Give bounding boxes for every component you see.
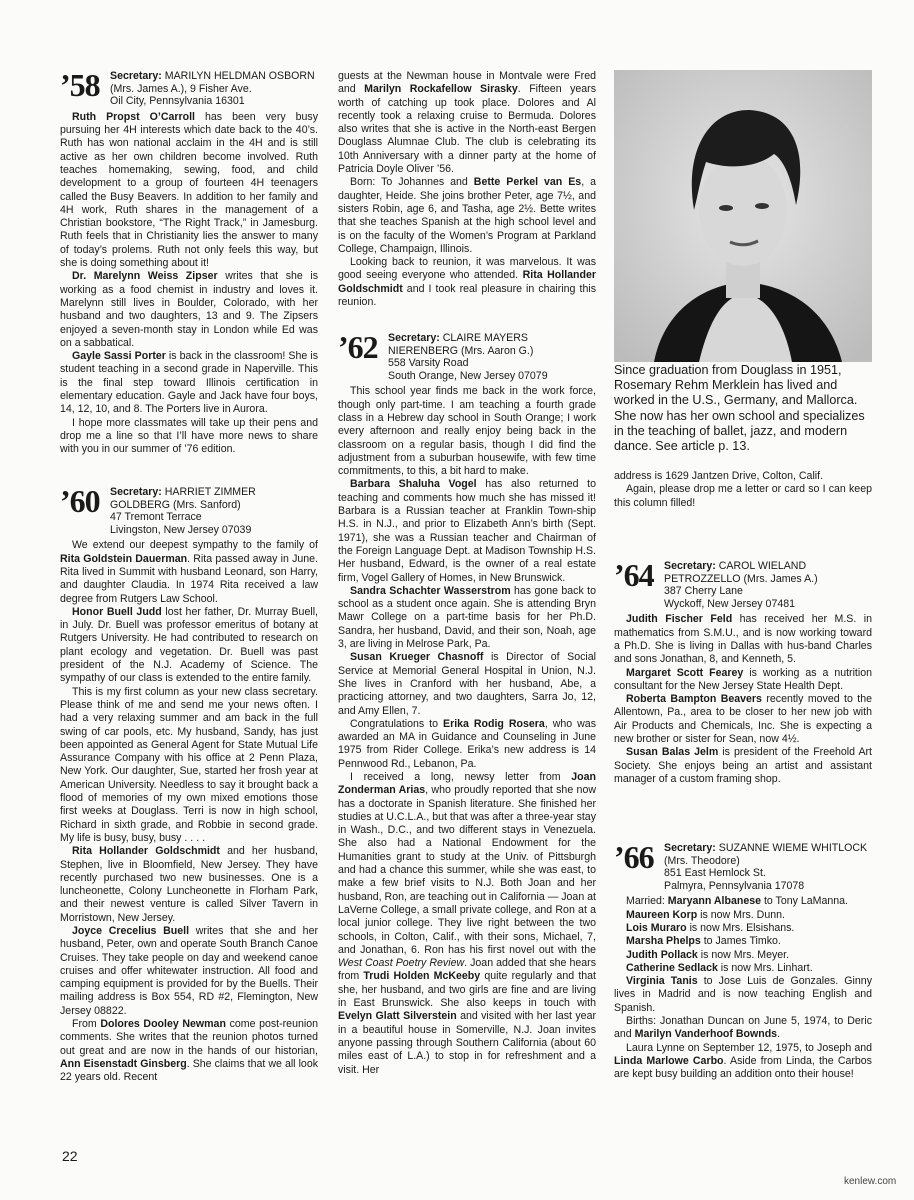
- news-paragraph: [614, 922, 872, 935]
- alumna-name: Rita Hollander Goldschmidt: [72, 845, 220, 858]
- alumna-name: Margaret Scott Fearey: [626, 666, 744, 679]
- news-paragraph: [338, 70, 596, 176]
- paragraph-text: come post-reunion comments. She writes that the reunion photos turned out great and are now in the hands of our historian,: [60, 1018, 318, 1057]
- news-paragraph: [338, 256, 596, 309]
- class-62-header: [338, 329, 596, 382]
- class-year: ’60: [60, 483, 100, 519]
- news-paragraph: [60, 845, 318, 925]
- paragraph-text: From: [72, 1018, 101, 1031]
- news-paragraph: [338, 651, 596, 717]
- news-paragraph: [338, 478, 596, 584]
- paragraph-text: We extend our deepest sympathy to the family of: [72, 539, 318, 552]
- class-60-section: [60, 483, 319, 1085]
- alumna-name: Maureen Korp: [626, 908, 698, 921]
- alumna-name: Roberta Bampton Beavers: [626, 693, 762, 706]
- paragraph-text: has received her M.S. in mathematics from S.M.U., and is now working toward a Ph.D. She is living in Dallas with hus-band Charles and sons Jonathan, 8, and Kenneth, 5.: [614, 613, 872, 666]
- secretary-city: South Orange, New Jersey 07079: [388, 369, 548, 382]
- news-paragraph: [614, 909, 872, 922]
- paragraph-text: Congratulations to: [350, 717, 443, 730]
- secretary-label: Secretary:: [110, 486, 162, 498]
- class-66-section: [614, 839, 872, 1082]
- paragraph-text: is back in the classroom! She is student teaching in a second grade in Naperville. This is the final step toward Illinois certification in elementary education. Gayle and Jack have four boys, 14, 12, 10, and 8. The Porters live in Aurora.: [60, 350, 318, 416]
- watermark: kenlew.com: [844, 1176, 897, 1187]
- news-paragraph: [60, 270, 318, 350]
- news-paragraph: [614, 1042, 872, 1082]
- alumna-name: Rita Goldstein Dauerman: [60, 552, 188, 565]
- news-paragraph: [60, 1018, 318, 1084]
- news-paragraph: I hope more classmates will take up their pens and drop me a line so that I’ll have more news to share with you in our summer of ’76 edition.: [60, 416, 318, 456]
- alumna-name: Rita Hollander Goldschmidt: [338, 269, 596, 295]
- paragraph-text: is now Mrs. Elsishans.: [686, 921, 795, 934]
- secretary-label: Secretary:: [664, 560, 716, 572]
- paragraph-text: is now Mrs. Meyer.: [697, 948, 790, 961]
- secretary-address: [110, 70, 318, 108]
- page-number: 22: [62, 1148, 78, 1164]
- paragraph-text: is now Mrs. Linhart.: [717, 961, 813, 974]
- paragraph-text: quite regularly and that she, her husband, and two girls are fine and are living in East Brunswick. She also keeps in touch with: [338, 970, 596, 1010]
- class-60-continued: [338, 70, 596, 309]
- paragraph-text: Laura Lynne on September 12, 1975, to Joseph and: [626, 1041, 872, 1054]
- alumna-name: Erika Rodig Rosera: [443, 717, 545, 730]
- paragraph-text: . She claims that we all look 22 years old. Recent: [60, 1057, 319, 1084]
- alumna-name: Marilyn Rockafellow Sirasky: [364, 83, 518, 96]
- news-paragraph: [338, 718, 596, 771]
- alumna-name: Judith Pollack: [626, 948, 698, 961]
- secretary-label: Secretary:: [388, 332, 440, 344]
- secretary-name: CAROL WIELAND PETROZZELLO (Mrs. James A.): [664, 560, 818, 585]
- alumna-name: Barbara Shaluha Vogel: [350, 478, 477, 491]
- alumna-name: Marilyn Vanderhoof Bownds: [634, 1028, 778, 1041]
- class-60-header: [60, 483, 318, 536]
- paragraph-text: Married:: [626, 895, 668, 908]
- news-paragraph: [60, 606, 318, 686]
- secretary-address: [664, 560, 872, 610]
- news-paragraph: [614, 949, 872, 962]
- alumna-name: Sandra Schachter Wasserstrom: [350, 584, 511, 597]
- paragraph-text: Births: Jonathan Duncan on June 5, 1974, to Deric and: [614, 1015, 872, 1041]
- paragraph-text: to James Timko.: [700, 935, 781, 948]
- paragraph-text: has been very busy pursuing her 4H interests which date back to the 40’s. Ruth has won national acclaim in the 4H and is still active as her own children become involved. Ruth teaches homemaking, sewing, food, and child development to a group of fourteen 4H teenagers called the Busy Beavers. In addition to her family and 4H work, Ruth shares in the management of a Christian bookstore, “The Right Track,” in Jamesburg. Ruth feels that in Christianity lies the answer to many of today’s prolems. Ruth not only feels this way, but she is doing something about it!: [60, 110, 319, 270]
- secretary-address: [664, 842, 872, 892]
- paragraph-text: .: [777, 1028, 781, 1041]
- alumna-name: Joan Zonderman Arias: [338, 770, 596, 797]
- class-64-header: [614, 557, 872, 610]
- alumna-name: Virginia Tanis: [626, 975, 698, 988]
- alumna-name: Gayle Sassi Porter: [72, 350, 166, 363]
- class-62-continued: [614, 470, 872, 510]
- paragraph-text: , who proudly reported that she now has a doctorate in Spanish literature. She finished her studies at U.C.L.A., but that was after a three-year stay in Wash., D.C., and two different stays in Venezuela. She also had a National Endowment for the Humanities grant to study at the Univ. of Pittsburgh and had a chance this summer, while she was east, to make a few brief visits to N.J. Both Joan and her husband, Ron, are teaching out in California — Joan at LaVerne College, a small private college, and Ron at a local junior college. They live right between the two schools, in Colton, Calif., with their sons, Michael, 7, and Jonathan, 6. Ron has his first novel out with the: [338, 784, 596, 956]
- news-paragraph: [338, 176, 596, 256]
- alumna-name: Joyce Crecelius Buell: [72, 924, 190, 937]
- class-year: ’64: [614, 557, 654, 593]
- paragraph-text: and visited with her last year in a beautiful house in Somerville, N.J. Joan invites anyone passing through Southern California (about 60 miles east of L.A.) to stop in for refreshment and a visit. Her: [338, 1010, 596, 1076]
- portrait-photo: [614, 70, 872, 362]
- news-paragraph: [60, 925, 318, 1018]
- alumna-name: Catherine Sedlack: [626, 961, 718, 974]
- news-paragraph: [614, 746, 872, 786]
- news-paragraph: [60, 539, 318, 605]
- paragraph-text: guests at the Newman house in Montvale were Fred and: [338, 70, 596, 96]
- news-paragraph: [614, 935, 872, 948]
- news-paragraph: This is my first column as your new class secretary. Please think of me and send me your news often. I had a very relaxing summer and am back in the full swing of car pools, etc. My husband, Sandy, has just been appointed as General Agent for State Mutual Life Assurance Company with his office at 2 Penn Plaza, New York. Our daughter, Sue, started her frosh year at American University. Needless to say it brought back a flood of memories of my own mixed emotions those first weeks at Douglass. Terri is now in high school, Richard in sixth grade, and Robbie in second grade. My life is busy, busy, busy . . . .: [60, 685, 318, 844]
- class-62-section: [338, 329, 597, 1077]
- paragraph-text: has gone back to school as a student once again. She is attending Bryn Mawr College on a part-time basis for her Ph.D. Sandra, her husband, David, and their son, Noah, age 3, are living in Melrose Park, Pa.: [338, 584, 596, 651]
- news-paragraph: [614, 613, 872, 666]
- secretary-street: 387 Cherry Lane: [664, 585, 743, 598]
- paragraph-text: . Aside from Linda, the Carbos are kept busy building an addition onto their house!: [614, 1054, 872, 1081]
- paragraph-text: lost her father, Dr. Murray Buell, in July. Dr. Buell was professor emeritus of botany at Rutgers University. He had contributed to research on plant ecology and vegetation. Dr. Buell was past president of the N.J. Academy of Science. The sympathy of our class is extended to the entire family.: [60, 605, 318, 685]
- secretary-street: 558 Varsity Road: [388, 357, 469, 370]
- paragraph-text: to Jose Luis de Gonzales. Ginny lives in Madrid and is now teaching English and Spanish.: [614, 975, 872, 1014]
- paragraph-text: I received a long, newsy letter from: [350, 770, 572, 783]
- news-paragraph: [614, 895, 872, 908]
- alumna-name: Ann Eisenstadt Ginsberg: [60, 1057, 187, 1070]
- alumna-name: Ruth Propst O’Carroll: [72, 110, 195, 123]
- news-paragraph: [338, 771, 596, 1077]
- alumna-name: Trudi Holden McKeeby: [363, 970, 481, 983]
- secretary-label: Secretary:: [664, 842, 716, 854]
- paragraph-text: is working as a nutrition consultant for the New Jersey State Health Dept.: [614, 666, 873, 692]
- class-58-section: [60, 67, 319, 457]
- paragraph-text: has also returned to teaching and comments how much she has missed it! Barbara is a Russian teacher at Franklin Town-ship H.S. in N.J., and prior to Elizabeth Ann’s birth (Sept. 1971), she was a Russian teacher and Chairman of the Foreign Language Dept. at Madison Township H.S. Her husband, Edward, is the owner of a real estate firm, Vogel Gallery of Homes, in New Brunswick.: [338, 478, 596, 584]
- alumna-name: Lois Muraro: [626, 921, 687, 934]
- secretary-street: 47 Tremont Terrace: [110, 511, 202, 524]
- publication-title: West Coast Poetry Review: [338, 957, 465, 970]
- secretary-city: Wyckoff, New Jersey 07481: [664, 597, 796, 610]
- news-paragraph: address is 1629 Jantzen Drive, Colton, Calif.: [614, 470, 824, 482]
- secretary-name: HARRIET ZIMMER GOLDBERG (Mrs. Sanford): [110, 486, 256, 511]
- class-66-header: [614, 839, 872, 892]
- class-year: ’58: [60, 67, 100, 103]
- paragraph-text: writes that she is working as a food chemist in industry and loves it. Marelynn still lives in Boulder, Colorado, with her husband and two daughters, 13 and 9. The Zipsers enjoyed a seven-month stay in London while Ed was on a sabbatical.: [60, 270, 319, 349]
- paragraph-text: Born: To Johannes and: [350, 176, 474, 189]
- secretary-label: Secretary:: [110, 70, 162, 82]
- paragraph-text: is Director of Social Service at Memorial General Hospital in Union, N.J. She lives in Cranford with her husband, Abe, a practicing attorney, and two daughters, Sarra Jo, 12, and Amy Ellen, 7.: [338, 651, 596, 717]
- class-year: ’66: [614, 839, 654, 875]
- paragraph-text: . Joan added that she hears from: [338, 957, 597, 983]
- news-paragraph: [338, 585, 596, 651]
- class-64-section: [614, 557, 873, 786]
- news-paragraph: Again, please drop me a letter or card so I can keep this column filled!: [614, 483, 872, 509]
- secretary-city: Livingston, New Jersey 07039: [110, 523, 252, 536]
- alumna-name: Dolores Dooley Newman: [100, 1018, 226, 1031]
- alumna-name: Judith Fischer Feld: [626, 613, 733, 626]
- secretary-street: 851 East Hemlock St.: [664, 867, 766, 880]
- secretary-city: Palmyra, Pennsylvania 17078: [664, 879, 805, 892]
- photo-caption: Since graduation from Douglass in 1951, Rosemary Rehm Merklein has lived and worked in the U.S., Germany, and Mallorca. She now has her own school and specializes in the teaching of ballet, jazz, and modern dance. See article p. 13.: [614, 363, 865, 454]
- alumna-name: Susan Balas Jelm: [626, 746, 719, 759]
- news-paragraph: [614, 975, 872, 1015]
- paragraph-text: and I took real pleasure in chairing this reunion.: [338, 282, 596, 309]
- news-paragraph: [614, 1015, 872, 1042]
- alumna-name: Maryann Albanese: [667, 895, 762, 908]
- paragraph-text: , a daughter, Heide. She joins brother Peter, age 7½, and sisters Robin, age 6, and Tasha, age 2½. Bette writes that she teaches Spanish at the high school level and is on the faculty of the Women’s Program at Parkland College, Champaign, Illinois.: [338, 176, 597, 255]
- secretary-address: [388, 332, 596, 382]
- paragraph-text: Looking back to reunion, it was marvelous. It was good seeing everyone who attended.: [338, 256, 596, 282]
- paragraph-text: is now Mrs. Dunn.: [697, 908, 785, 921]
- paragraph-text: . Fifteen years worth of catching up took place. Dolores and Al recently took a relaxing cruise to Bermuda. Dolores also writes that she is active in the North-east Bergen Douglass Alumnae Club. The club is celebrating its 10th Anniversary with a dinner party at the home of Patricia Doyle Oliver ’56.: [338, 83, 596, 176]
- paragraph-text: to Tony LaManna.: [761, 895, 848, 908]
- portrait-image: [614, 70, 872, 362]
- paragraph-text: and her husband, Stephen, live in Bloomfield, New Jersey. They have recently purchased two new businesses. One is a luncheonette, Colony Luncheonette in Florham Park, and their newest venture is called Silver Tavern in Morristown, New Jersey.: [60, 845, 318, 924]
- alumna-name: Linda Marlowe Carbo: [614, 1054, 724, 1067]
- secretary-name: MARILYN HELDMAN OSBORN (Mrs. James A.), 9 Fisher Ave.: [110, 70, 315, 95]
- paragraph-text: writes that she and her husband, Peter, own and operate South Branch Canoe Cruises. They take people on day and weekend canoe cruises and offer whitewater instruction. All food and camping equipment is provided for by the Buells. Their mailing address is Box 554, RD #2, Flemington, New Jersey 08822.: [60, 924, 318, 1017]
- alumna-name: Honor Buell Judd: [72, 605, 162, 618]
- news-paragraph: [614, 693, 872, 746]
- secretary-name: CLAIRE MAYERS NIERENBERG (Mrs. Aaron G.): [388, 332, 534, 357]
- paragraph-text: , who was awarded an MA in Guidance and Counseling in June 1975 from Rider College. Erika’s new address is 14 Pennwood Rd., Lebanon, Pa.: [338, 717, 596, 770]
- secretary-city: Oil City, Pennsylvania 16301: [110, 95, 245, 108]
- alumna-name: Bette Perkel van Es: [473, 176, 582, 189]
- paragraph-text: . Rita passed away in June. Rita lived in Summit with husband Leonard, son Harry, and daughter Claudia. In 1974 Rita received a law degree from Rutgers Law School.: [60, 552, 318, 605]
- secretary-address: [110, 486, 318, 536]
- news-paragraph: [60, 111, 318, 271]
- paragraph-text: is president of the Freehold Art Society. She enjoys being an artist and assistant manager of a custom framing shop.: [614, 746, 872, 785]
- alumna-name: Marsha Phelps: [626, 935, 701, 948]
- news-paragraph: [614, 667, 872, 694]
- news-paragraph: This school year finds me back in the work force, though only part-time. I am teaching a fourth grade class in a Hebrew day school in South Orange; I work every afternoon and really enjoy being back in the classroom on a regular basis, though I did find the adjustment from a suburban housewife, with few time commitments, to this, a bit hard to make.: [338, 385, 596, 478]
- alumna-name: Susan Krueger Chasnoff: [350, 651, 484, 664]
- alumna-name: Dr. Marelynn Weiss Zipser: [72, 270, 218, 283]
- alumna-name: Evelyn Glatt Silverstein: [338, 1010, 457, 1023]
- news-paragraph: [60, 350, 318, 416]
- secretary-name: SUZANNE WIEME WHITLOCK (Mrs. Theodore): [664, 842, 868, 867]
- class-58-header: [60, 67, 318, 108]
- paragraph-text: recently moved to the Allentown, Pa., area to be closer to her new job with Air Products and Chemicals, Inc. She is expecting a new brother or sister for Sean, now 4½.: [614, 693, 872, 746]
- class-year: ’62: [338, 329, 378, 365]
- news-paragraph: [614, 962, 872, 975]
